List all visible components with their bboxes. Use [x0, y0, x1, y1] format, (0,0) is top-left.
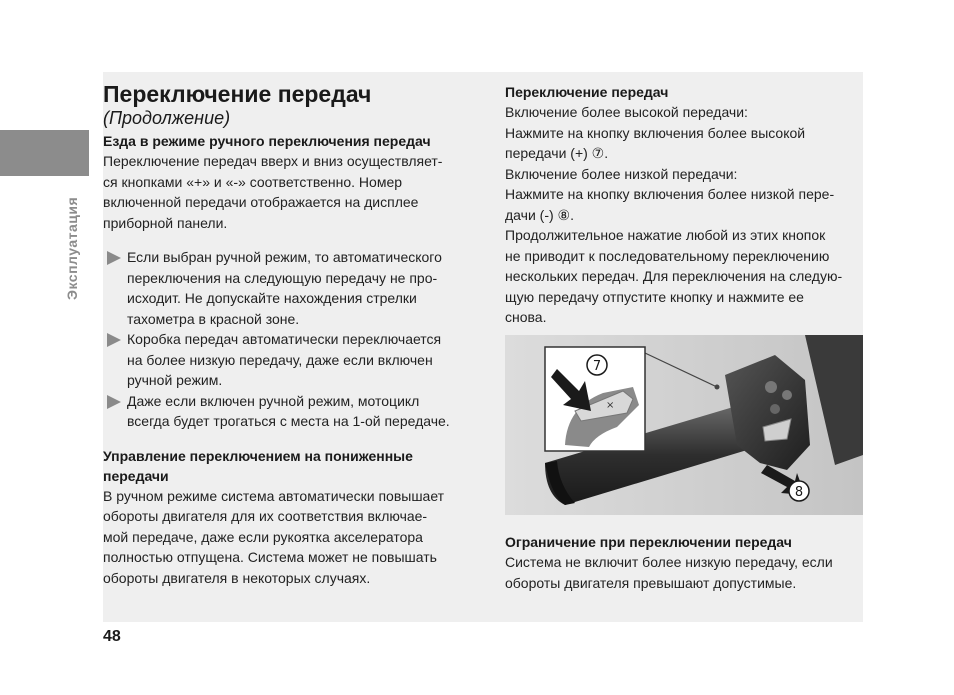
manual-mode-line: включенной передачи отображается на дисплее — [103, 194, 419, 210]
note-line: Коробка передач автоматически переключается — [127, 331, 442, 347]
limit-line: Система не включит более низкую передачу, если — [505, 554, 833, 570]
limit-heading: Ограничение при переключении передач — [505, 534, 792, 550]
handlebar-switch-illustration — [505, 335, 863, 515]
callout-8: 8 — [794, 485, 804, 500]
note-arrow-icon — [107, 333, 121, 347]
note-line: на более низкую передачу, даже если включен — [127, 351, 433, 368]
gear-shift-heading: Переключение передач — [505, 84, 669, 100]
callout-7: 7 — [592, 359, 602, 374]
gear-shift-line: дачи (-) ⑧. — [505, 206, 574, 223]
right-column — [505, 82, 855, 328]
manual-mode-heading: Езда в режиме ручного переключения передач — [103, 133, 431, 149]
note-line: переключения на следующую передачу не про- — [127, 269, 438, 286]
inset-mark: × — [606, 400, 615, 411]
note-line: ручной режим. — [127, 372, 223, 388]
left-column — [103, 80, 473, 588]
section-label: Эксплуатация — [64, 196, 80, 300]
note-1 — [103, 247, 473, 329]
page-number: 48 — [103, 628, 121, 645]
limit-section — [505, 532, 855, 593]
note-3 — [103, 391, 473, 432]
note-line: тахометра в красной зоне. — [127, 310, 300, 327]
downshift-line: обороты двигателя для их соответствия включае- — [103, 508, 428, 524]
gear-shift-line: Включение более низкой передачи: — [505, 165, 738, 182]
note-arrow-icon — [107, 395, 121, 409]
downshift-heading: передачи — [103, 467, 169, 484]
downshift-line: обороты двигателя в некоторых случаях. — [103, 569, 371, 586]
gear-shift-line: щую передачу отпустите кнопку и нажмите ее — [505, 288, 804, 305]
gear-shift-line: не приводит к последовательному переключению — [505, 247, 830, 264]
note-line: Даже если включен ручной режим, мотоцикл — [127, 392, 420, 409]
gear-shift-line: нескольких передач. Для переключения на следую- — [505, 268, 843, 284]
gear-shift-line: Нажмите на кнопку включения более высокой — [505, 124, 806, 141]
gear-shift-line: снова. — [505, 309, 547, 325]
page-title: Переключение передач — [103, 81, 372, 107]
limit-line: обороты двигателя превышают допустимые. — [505, 574, 797, 591]
manual-mode-line: ся кнопками «+» и «-» соответственно. Номер — [103, 173, 403, 190]
gear-shift-line: Продолжительное нажатие любой из этих кнопок — [505, 227, 826, 243]
section-tab — [0, 130, 89, 176]
note-line: Если выбран ручной режим, то автоматического — [127, 249, 442, 265]
gear-shift-line: Включение более высокой передачи: — [505, 104, 748, 120]
downshift-line: В ручном режиме система автоматически повышает — [103, 487, 445, 504]
downshift-line: полностью отпущена. Система может не повышать — [103, 549, 437, 565]
gear-shift-line: Нажмите на кнопку включения более низкой пере- — [505, 186, 835, 202]
manual-mode-line: Переключение передач вверх и вниз осуществляет- — [103, 153, 443, 169]
manual-mode-line: приборной панели. — [103, 214, 228, 231]
note-arrow-icon — [107, 251, 121, 265]
page-subtitle: (Продолжение) — [103, 108, 231, 128]
downshift-line: мой передаче, даже если рукоятка акселератора — [103, 528, 423, 545]
note-line: исходит. Не допускайте нахождения стрелки — [127, 290, 417, 306]
note-2 — [103, 329, 473, 391]
gear-shift-line: передачи (+) ⑦. — [505, 145, 609, 161]
downshift-heading: Управление переключением на пониженные — [103, 447, 413, 464]
note-line: всегда будет трогаться с места на 1-ой передаче. — [127, 413, 450, 429]
